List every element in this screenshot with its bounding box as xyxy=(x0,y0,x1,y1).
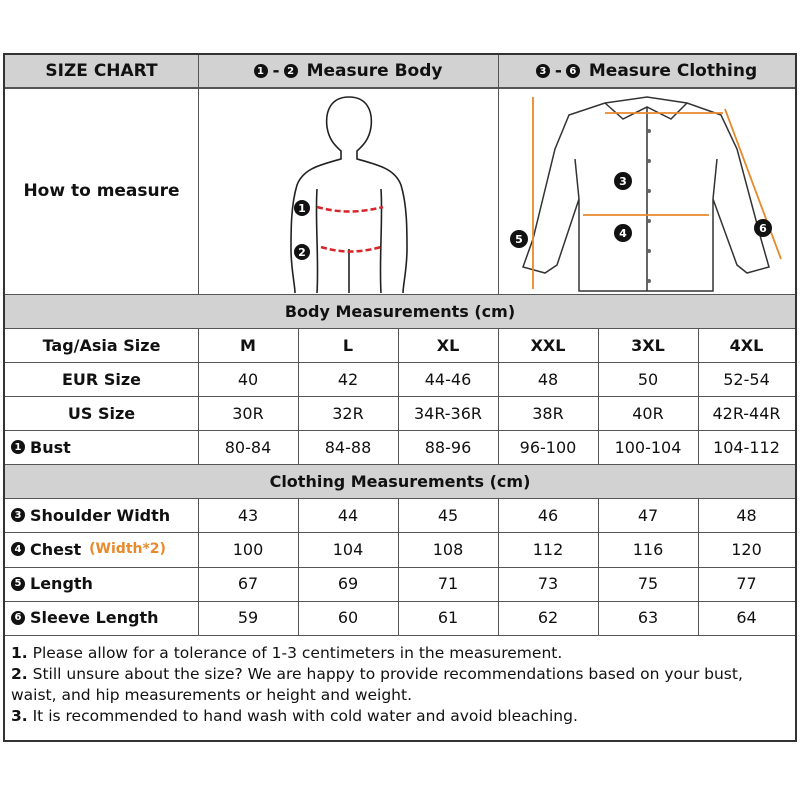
row-label: 1 Bust xyxy=(5,430,198,464)
table-cell: 75 xyxy=(637,574,659,594)
table-cell: 47 xyxy=(637,505,659,525)
marker-5-icon xyxy=(510,230,528,248)
bust-line xyxy=(317,207,383,212)
row-label: Tag/Asia Size xyxy=(42,335,161,355)
badge-icon: 1 xyxy=(254,64,268,78)
badge-icon: 6 xyxy=(11,611,25,625)
table-cell: L xyxy=(342,335,354,355)
body-measurements-title: Body Measurements (cm) xyxy=(5,294,795,328)
table-cell: 44 xyxy=(337,505,359,525)
body-figure xyxy=(199,89,497,293)
table-cell: 3XL xyxy=(631,335,665,355)
badge-icon: 1 xyxy=(11,440,25,454)
table-cell: 104 xyxy=(332,539,364,559)
svg-text:5: 5 xyxy=(515,233,523,246)
table-cell: 4XL xyxy=(729,335,764,355)
badge-icon: 4 xyxy=(11,542,25,556)
table-cell: 100-104 xyxy=(614,437,682,457)
badge-icon: 5 xyxy=(11,577,25,591)
measure-body-header: 1 - 2 Measure Body xyxy=(198,55,498,88)
row-label: 3 Shoulder Width xyxy=(5,498,198,532)
table-cell: 80-84 xyxy=(224,437,272,457)
table-cell: 112 xyxy=(532,539,564,559)
how-to-measure-label: How to measure xyxy=(23,181,180,201)
table-cell: 42R-44R xyxy=(712,403,781,423)
note-2: 2. Still unsure about the size? We are happy to provide recommendations based on your bust, waist, and hip measurements or height and weight. xyxy=(11,665,743,704)
svg-text:1: 1 xyxy=(298,202,306,215)
size-chart-table xyxy=(3,53,797,742)
table-cell: 48 xyxy=(736,505,757,525)
table-cell: 38R xyxy=(532,403,564,423)
table-cell: 48 xyxy=(537,369,559,389)
table-cell: 116 xyxy=(632,539,664,559)
note-3: 3. It is recommended to hand wash with cold water and avoid bleaching. xyxy=(11,707,578,725)
svg-text:2: 2 xyxy=(298,246,306,259)
badge-icon: 6 xyxy=(566,64,580,78)
table-cell: 67 xyxy=(237,574,259,594)
table-cell: XL xyxy=(436,335,460,355)
table-cell: 71 xyxy=(437,574,459,594)
svg-text:6: 6 xyxy=(759,222,767,235)
row-label: EUR Size xyxy=(62,369,141,389)
table-cell: 32R xyxy=(332,403,364,423)
marker-4-icon xyxy=(614,224,632,242)
measure-clothing-header: 3 - 6 Measure Clothing xyxy=(498,55,795,88)
table-cell: 61 xyxy=(437,608,459,628)
table-cell: 73 xyxy=(537,574,559,594)
table-cell: 43 xyxy=(237,505,259,525)
marker-1-icon xyxy=(294,200,310,216)
notes-section xyxy=(5,635,795,735)
marker-2-icon xyxy=(294,244,310,260)
table-cell: 88-96 xyxy=(424,437,472,457)
table-cell: 104-112 xyxy=(713,437,780,457)
sleeve-line xyxy=(725,109,781,259)
table-cell: 30R xyxy=(232,403,264,423)
table-cell: 120 xyxy=(731,539,762,559)
clothing-measurements-title: Clothing Measurements (cm) xyxy=(5,464,795,498)
table-cell: 77 xyxy=(736,574,757,594)
table-cell: 50 xyxy=(637,369,659,389)
table-cell: 63 xyxy=(637,608,659,628)
table-cell: 42 xyxy=(337,369,359,389)
table-cell: 46 xyxy=(537,505,559,525)
waist-line xyxy=(321,247,381,252)
table-cell: 60 xyxy=(337,608,359,628)
table-cell: 96-100 xyxy=(519,437,577,457)
badge-icon: 2 xyxy=(284,64,298,78)
table-cell: M xyxy=(240,335,256,355)
row-note: (Width*2) xyxy=(89,541,166,558)
row-label: 5 Length xyxy=(5,567,198,601)
table-cell: 40 xyxy=(237,369,259,389)
table-cell: 64 xyxy=(736,608,757,628)
shirt-figure xyxy=(499,89,794,293)
svg-text:4: 4 xyxy=(619,227,627,240)
table-cell: 40R xyxy=(632,403,664,423)
table-cell: 34R-36R xyxy=(413,403,483,423)
table-cell: 44-46 xyxy=(424,369,472,389)
table-cell: 108 xyxy=(432,539,464,559)
table-cell: 59 xyxy=(237,608,259,628)
row-label: 6 Sleeve Length xyxy=(5,601,198,635)
badge-icon: 3 xyxy=(11,508,25,522)
table-cell: 52-54 xyxy=(723,369,770,389)
table-cell: XXL xyxy=(530,335,566,355)
table-cell: 100 xyxy=(232,539,264,559)
table-cell: 69 xyxy=(337,574,359,594)
svg-text:3: 3 xyxy=(619,175,627,188)
marker-3-icon xyxy=(614,172,632,190)
table-cell: 84-88 xyxy=(324,437,372,457)
row-label: 4 Chest (Width*2) xyxy=(5,532,198,566)
size-chart-title: SIZE CHART xyxy=(5,55,198,88)
marker-6-icon xyxy=(754,219,772,237)
badge-icon: 3 xyxy=(536,64,550,78)
row-label: US Size xyxy=(67,403,136,423)
table-cell: 62 xyxy=(537,608,559,628)
table-cell: 45 xyxy=(437,505,459,525)
note-1: 1. Please allow for a tolerance of 1-3 centimeters in the measurement. xyxy=(11,644,563,662)
